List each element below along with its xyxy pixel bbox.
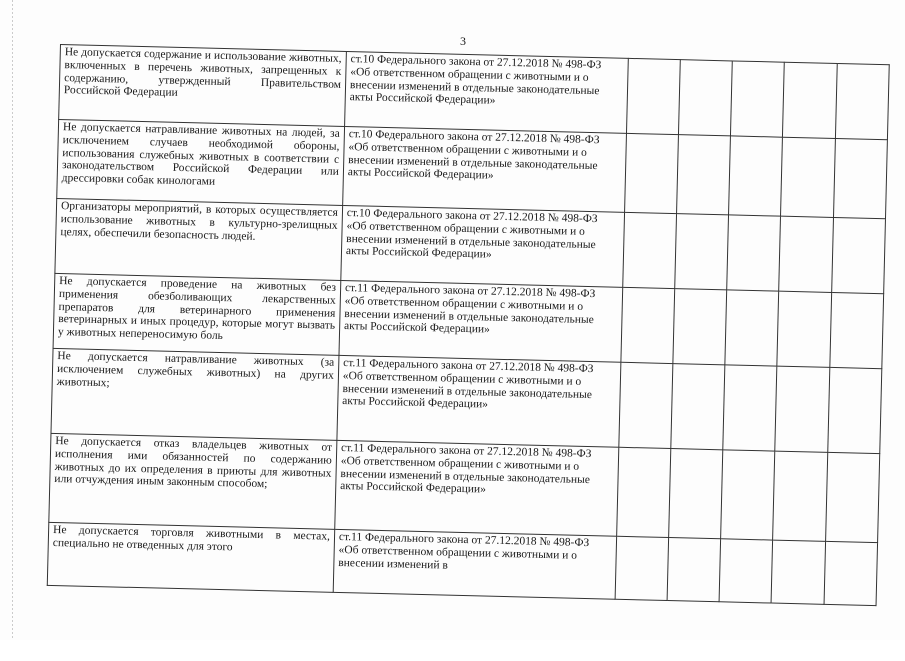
answer-cell-na — [727, 215, 781, 291]
legal-basis-cell: ст.10 Федерального закона от 27.12.2018 № 498-ФЗ «Об ответственном обращении с животными и о внесении изменений в отдельные законодательные акты Российской Федерации» — [344, 51, 628, 133]
answer-cell-extra — [825, 452, 879, 542]
answer-cell-no — [671, 364, 725, 450]
requirement-cell: Не допускается содержание и использование животных, включенных в перечень животных, запрещенных к содержанию, утвержденный Правительством Российской Федерации — [59, 45, 347, 127]
answer-cell-na — [719, 539, 773, 603]
answer-cell-na — [723, 365, 777, 451]
answer-cell-extra — [833, 138, 887, 218]
answer-cell-note — [777, 291, 831, 367]
answer-cell-extra — [824, 541, 878, 605]
requirement-cell: Не допускается проведение на животных без применения обезболивающих лекарственных препаратов для ветеринарного применения ветеринарных и иных процедур, которые могут вызвать у животных непереносимую боль — [53, 273, 341, 355]
answer-cell-na — [725, 290, 779, 366]
requirement-cell: Не допускается отказ владельцев животных от исполнения ими обязанностей по содержанию животных до их определения в приюты для животных или отчуждения иным законным способом; — [49, 433, 337, 529]
answer-cell-extra — [835, 63, 889, 139]
answer-cell-yes — [624, 133, 678, 213]
answer-cell-note — [771, 540, 825, 604]
legal-basis-cell: ст.11 Федерального закона от 27.12.2018 № 498-ФЗ «Об ответственном обращении с животными и о внесении изменений в отдельные законодательные акты Российской Федерации» — [337, 355, 621, 447]
answer-cell-note — [779, 216, 833, 292]
answer-cell-note — [781, 137, 835, 217]
answer-cell-note — [783, 62, 837, 138]
answer-cell-note — [775, 366, 829, 452]
answer-cell-extra — [831, 217, 885, 293]
requirements-table — [47, 44, 890, 606]
answer-cell-no — [675, 214, 729, 290]
answer-cell-na — [729, 136, 783, 216]
legal-basis-cell: ст.11 Федерального закона от 27.12.2018 № 498-ФЗ «Об ответственном обращении с животными и о внесении изменений в — [333, 529, 616, 599]
binding-edge — [12, 0, 13, 640]
table-sheet — [45, 44, 905, 661]
requirement-cell: Организаторы мероприятий, в которых осуществляется использование животных в культурно-зрелищных целях, обеспечили безопасность людей. — [55, 198, 343, 280]
answer-cell-yes — [621, 287, 675, 363]
answer-cell-no — [676, 135, 730, 215]
requirement-cell: Не допускается натравливание животных на людей, за исключением случаев необходимой обороны, использования служебных животных в соответствии с законодательством Российской Федерации или дрессировки собак кинологами — [57, 119, 345, 205]
page-number: 3 — [460, 34, 466, 48]
legal-basis-cell: ст.10 Федерального закона от 27.12.2018 № 498-ФЗ «Об ответственном обращении с животными и о внесении изменений в отдельные законодательные акты Российской Федерации» — [341, 205, 625, 287]
requirement-cell: Не допускается натравливание животных (за исключением служебных животных) на других животных; — [51, 348, 339, 440]
requirement-cell: Не допускается торговля животными в местах, специально не отведенных для этого — [47, 522, 334, 592]
answer-cell-yes — [622, 212, 676, 288]
answer-cell-yes — [619, 362, 673, 448]
legal-basis-cell: ст.11 Федерального закона от 27.12.2018 № 498-ФЗ «Об ответственном обращении с животными и о внесении изменений в отдельные законодательные акты Российской Федерации» — [335, 440, 619, 536]
legal-basis-cell: ст.11 Федерального закона от 27.12.2018 № 498-ФЗ «Об ответственном обращении с животными и о внесении изменений в отдельные законодательные акты Российской Федерации» — [339, 280, 623, 362]
answer-cell-na — [731, 61, 785, 137]
answer-cell-extra — [827, 367, 881, 453]
answer-cell-no — [669, 449, 723, 539]
answer-cell-yes — [616, 447, 670, 537]
answer-cell-no — [667, 538, 721, 602]
answer-cell-note — [773, 451, 827, 541]
answer-cell-na — [721, 450, 775, 540]
answer-cell-no — [673, 289, 727, 365]
answer-cell-yes — [615, 536, 669, 600]
legal-basis-cell: ст.10 Федерального закона от 27.12.2018 № 498-ФЗ «Об ответственном обращении с животными и о внесении изменений в отдельные законодательные акты Российской Федерации» — [343, 126, 627, 212]
answer-cell-extra — [830, 292, 884, 368]
answer-cell-no — [678, 60, 732, 136]
answer-cell-yes — [626, 58, 680, 134]
